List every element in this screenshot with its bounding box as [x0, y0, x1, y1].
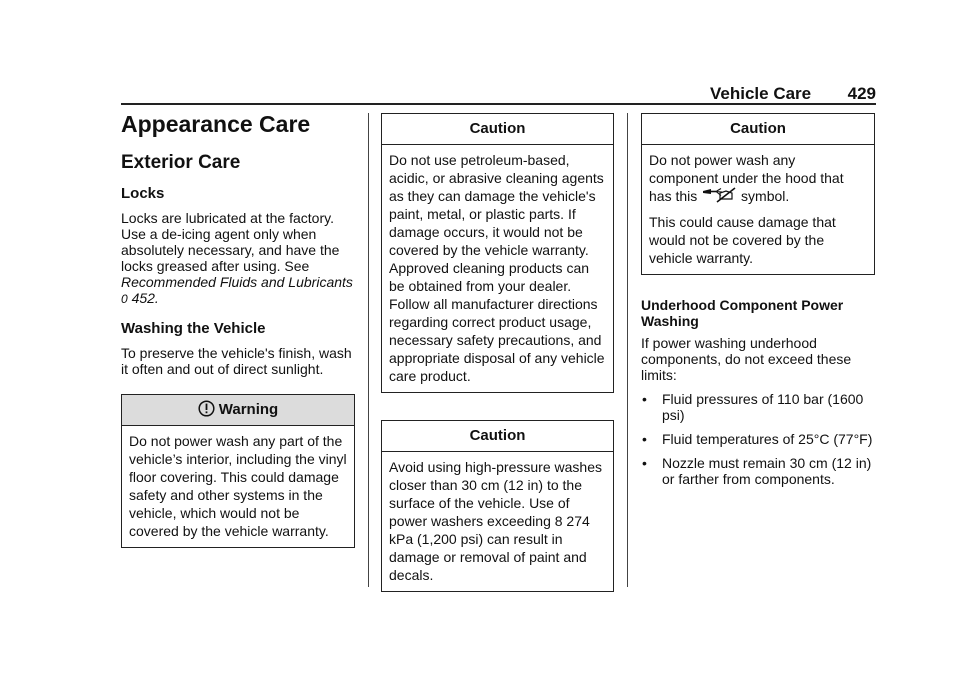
locks-text: Locks are lubricated at the factory. Use a de-icing agent only when absolutely necessary, and have the locks greased after using. See [121, 210, 340, 274]
caution-header-2: Caution [382, 421, 613, 452]
locks-paragraph [121, 210, 355, 307]
xref-arrow-icon: 0 [121, 292, 128, 306]
column-divider-2 [627, 113, 628, 587]
list-item: • Fluid pressures of 110 bar (1600 psi) [642, 391, 864, 423]
caution-text-3b: This could cause damage that would not be covered by the vehicle warranty. [649, 214, 836, 266]
warning-text: Do not power wash any part of the vehicle’s interior, including the vinyl floor covering. This could damage safety and other systems in the vehicle, which would not be covered by the vehicle warranty. [129, 433, 347, 539]
caution-header-1: Caution [382, 114, 613, 145]
caution-box-1 [381, 113, 614, 393]
header-rule [121, 103, 876, 105]
section-title: Vehicle Care [710, 84, 812, 103]
no-power-wash-icon [702, 187, 736, 207]
caution-text-1: Do not use petroleum-based, acidic, or abrasive cleaning agents as they can damage the vehicle's paint, metal, or plastic parts. If damage occurs, it would not be covered by the vehicle warranty. Approved cleaning products can be obtained from your dealer. Follow all manufacturer directions regarding correct product usage, necessary safety precautions, and appropriate disposal of any vehicle care product. [389, 152, 605, 384]
warning-header [122, 395, 354, 426]
warning-body [122, 426, 354, 547]
column-1 [121, 110, 355, 548]
bullet-glyph: • [642, 431, 647, 447]
caution-text-2: Avoid using high-pressure washes closer than 30 cm (12 in) to the surface of the vehicle. Use of power washers exceeding 8 274 kPa (1,200 psi) can result in damage or removal of paint and decals. [389, 459, 602, 583]
caution-box-2 [381, 420, 614, 592]
warning-box [121, 394, 355, 548]
caution-box-3 [641, 113, 875, 275]
underhood-heading: Underhood Component Power Washing [641, 297, 844, 329]
xref-page: 452. [131, 290, 159, 306]
caution-body-2 [382, 452, 613, 591]
column-divider-1 [368, 113, 369, 587]
page-number: 429 [847, 84, 876, 103]
underhood-limits-list [641, 391, 875, 487]
column-3 [641, 113, 875, 487]
caution-body-3 [642, 145, 874, 274]
xref-link[interactable]: Recommended Fluids and Lubricants 0 452. [121, 274, 353, 306]
section-heading: Exterior Care [121, 152, 241, 173]
caution-text-3a: Do not power wash any component under the hood that has this symbol. [649, 151, 867, 207]
caution-body-1 [382, 145, 613, 392]
locks-heading: Locks [121, 185, 165, 202]
washing-heading: Washing the Vehicle [121, 320, 266, 337]
underhood-intro: If power washing underhood components, do not exceed these limits: [641, 335, 852, 383]
list-item: • Nozzle must remain 30 cm (12 in) or farther from components. [642, 455, 872, 487]
caution-header-3: Caution [642, 114, 874, 145]
column-2 [381, 113, 614, 592]
warning-title: Warning [218, 401, 279, 418]
bullet-glyph: • [642, 455, 647, 471]
warning-icon [198, 398, 215, 428]
page-title: Appearance Care [121, 111, 311, 137]
washing-paragraph: To preserve the vehicle's finish, wash it often and out of direct sunlight. [121, 345, 352, 377]
list-item: • Fluid temperatures of 25°C (77°F) [642, 431, 873, 447]
bullet-glyph: • [642, 391, 647, 407]
